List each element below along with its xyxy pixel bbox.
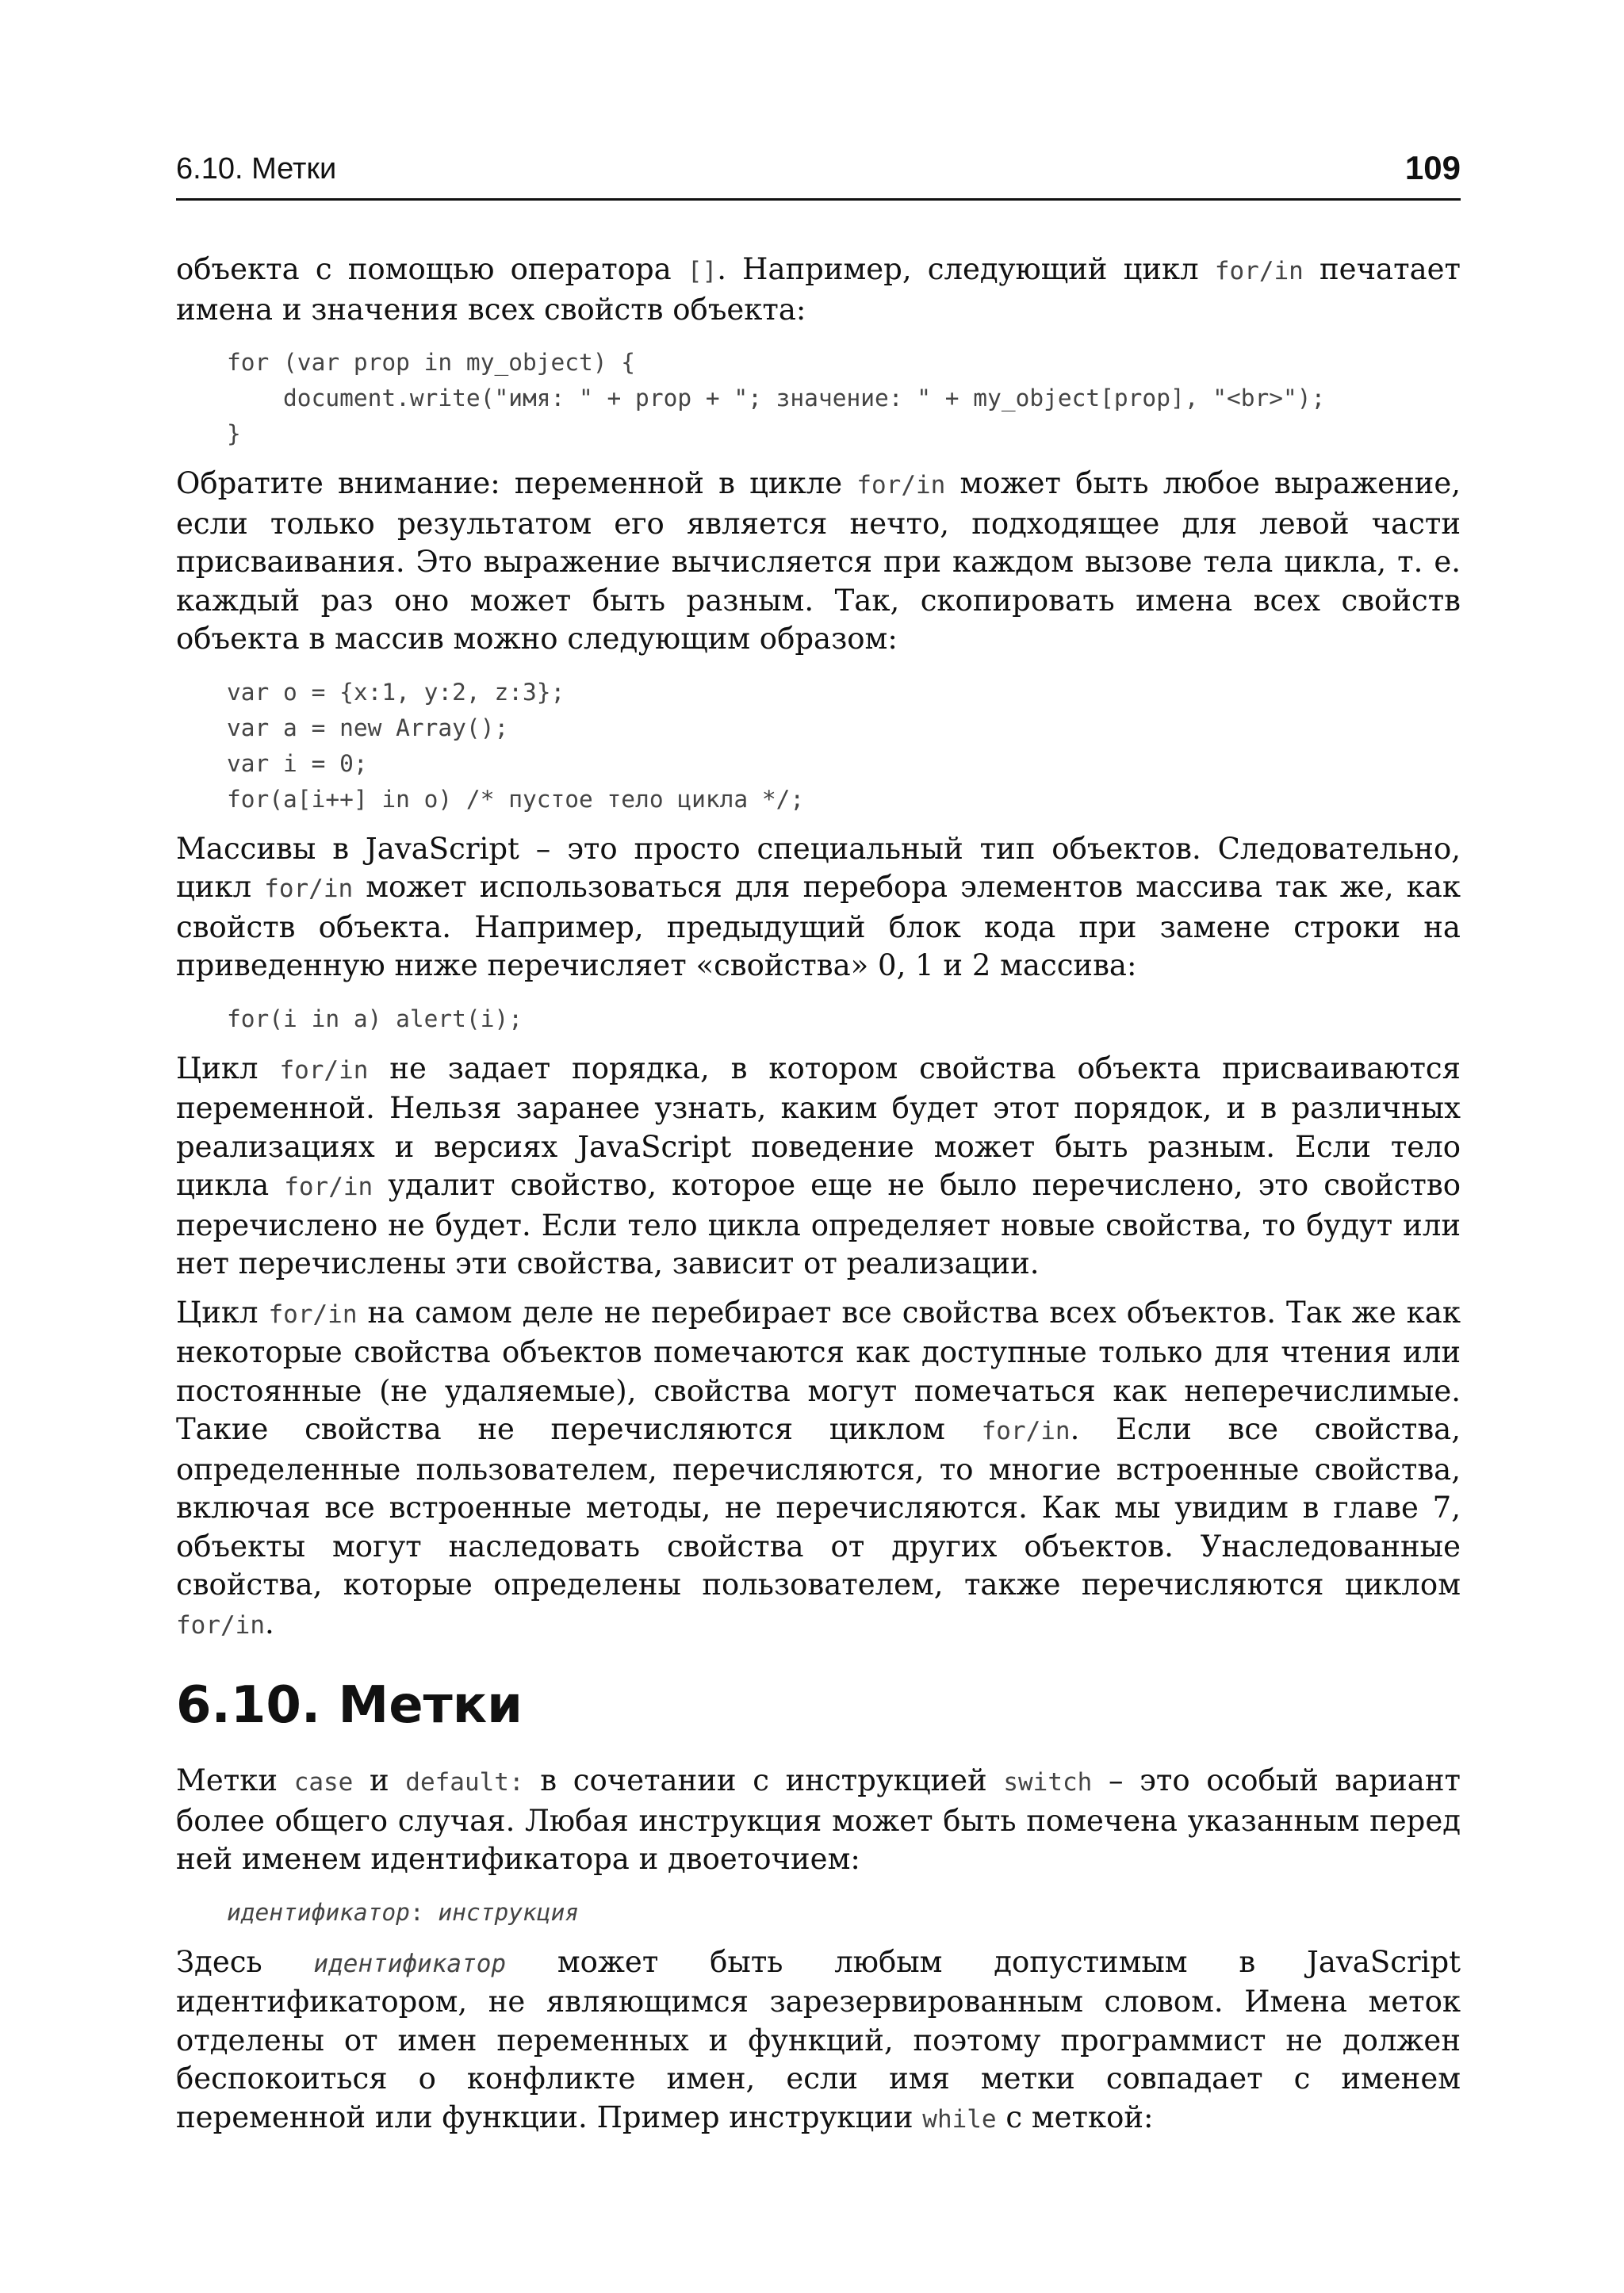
text: печатает имена и значения всех свойств объекта: — [176, 252, 1461, 327]
inline-code: for/in — [268, 1300, 358, 1329]
code-line: document.write("имя: " + prop + "; значение: " + my_object[prop], "<br>"); — [227, 385, 1326, 412]
paragraph-note — [176, 465, 1461, 659]
paragraph-identifier — [176, 1943, 1461, 2139]
text: . — [264, 1606, 274, 1640]
inline-code: case — [293, 1768, 354, 1797]
inline-code: for/in — [981, 1417, 1071, 1445]
inline-code: for/in — [279, 1055, 369, 1085]
text: с меткой: — [996, 2100, 1154, 2134]
paragraph-labels — [176, 1762, 1461, 1879]
text: Метки — [176, 1763, 294, 1797]
text: – это особый вариант более общего случая. Любая инструкция может быть помечена указанным перед ней именем идентификатора и двоеточием: — [176, 1763, 1461, 1876]
text: . Если все свойства, определенные пользователем, перечисляются, то многие встроенные свойства, включая все встроенные методы, не перечисляются. Как мы увидим в главе 7, объекты могут наследовать свойства от других объектов. Унаследованные свойства, которые определены пользователем, также перечисляются циклом — [176, 1412, 1461, 1602]
text: Здесь — [176, 1944, 314, 1979]
inline-code: [] — [687, 257, 718, 285]
text: в сочетании с инструкцией — [523, 1763, 1004, 1797]
code-line: var a = new Array(); — [227, 714, 509, 741]
text: может использоваться для перебора элементов массива так же, как свойств объекта. Например, предыдущий блок кода при замене строки на приведенную ниже перечисляет «свойства» 0, 1 и 2 массива: — [176, 870, 1461, 982]
inline-code: while — [922, 2104, 997, 2134]
code-block-alert — [227, 1001, 1461, 1037]
paragraph-intro — [176, 251, 1461, 329]
paragraph-arrays — [176, 830, 1461, 986]
code-line: } — [227, 420, 241, 447]
code-block-copy-props — [227, 675, 1461, 817]
code-line: var o = {x:1, y:2, z:3}; — [227, 678, 565, 706]
code-placeholder: инструкция — [438, 1898, 580, 1926]
text: Массивы в JavaScript – это просто специальный тип объектов. Следовательно, цикл — [176, 831, 1461, 904]
code-block-label-syntax — [227, 1895, 1461, 1931]
body-text — [176, 251, 1461, 2138]
text: может быть любое выражение, если только результатом его является нечто, подходящее для левой части присваивания. Это выражение вычисляется при каждом вызове тела цикла, т. е. каждый раз оно может быть разным. Так, скопировать имена всех свойств объекта в массив можно следующим образом: — [176, 466, 1461, 656]
inline-code: for/in — [1214, 257, 1304, 285]
inline-code: default: — [405, 1768, 524, 1797]
text: на самом деле не перебирает все свойства всех объектов. Так же как некоторые свойства объектов помечаются как доступные только для чтения или постоянные (не удаляемые), свойства могут помечаться как неперечислимые. Такие свойства не перечисляются циклом — [176, 1295, 1461, 1446]
page-number: 109 — [1404, 149, 1461, 186]
code-line: for(i in a) alert(i); — [227, 1005, 523, 1032]
code-block-for-in-print — [227, 345, 1461, 452]
code-placeholder: идентификатор — [227, 1898, 410, 1926]
text: объекта с помощью оператора — [176, 252, 688, 286]
code-line — [227, 1895, 1461, 1931]
inline-code: for/in — [264, 875, 354, 903]
code-text: : — [409, 1898, 439, 1926]
text: Обратите внимание: переменной в цикле — [176, 466, 857, 500]
code-line: var i = 0; — [227, 749, 368, 777]
running-header — [176, 147, 1461, 201]
text: удалит свойство, которое еще не было перечислено, это свойство перечислено не будет. Если тело цикла определяет новые свойства, то будут или нет перечислены эти свойства, зависит от реализации. — [176, 1168, 1461, 1280]
inline-code: идентификатор — [313, 1949, 507, 1978]
paragraph-order — [176, 1050, 1461, 1284]
inline-code: for/in — [176, 1610, 265, 1640]
code-line: for(a[i++] in o) /* пустое тело цикла */; — [227, 785, 805, 813]
text: . Например, следующий цикл — [717, 252, 1215, 286]
inline-code: switch — [1003, 1768, 1093, 1797]
text: Цикл — [176, 1051, 280, 1085]
inline-code: for/in — [856, 471, 946, 500]
text: может быть любым допустимым в JavaScript идентификатором, не являющимся зарезервированным словом. Имена меток отделены от имен переменных и функций, поэтому программист не должен беспокоиться о конфликте имен, если имя метки совпадает с именем переменной или функции. Пример инструкции — [176, 1944, 1461, 2134]
paragraph-enumerable — [176, 1294, 1461, 1645]
section-heading: 6.10. Метки — [176, 1676, 523, 1735]
inline-code: for/in — [284, 1173, 373, 1201]
code-line: for (var prop in my_object) { — [227, 349, 636, 376]
running-header-title: 6.10. Метки — [176, 152, 337, 186]
text: и — [353, 1763, 406, 1797]
text: Цикл — [176, 1295, 269, 1330]
text: не задает порядка, в котором свойства объекта присваиваются переменной. Нельзя заранее узнать, каким будет этот порядок, и в различных реализациях и версиях JavaScript поведение может быть разным. Если тело цикла — [176, 1051, 1461, 1202]
